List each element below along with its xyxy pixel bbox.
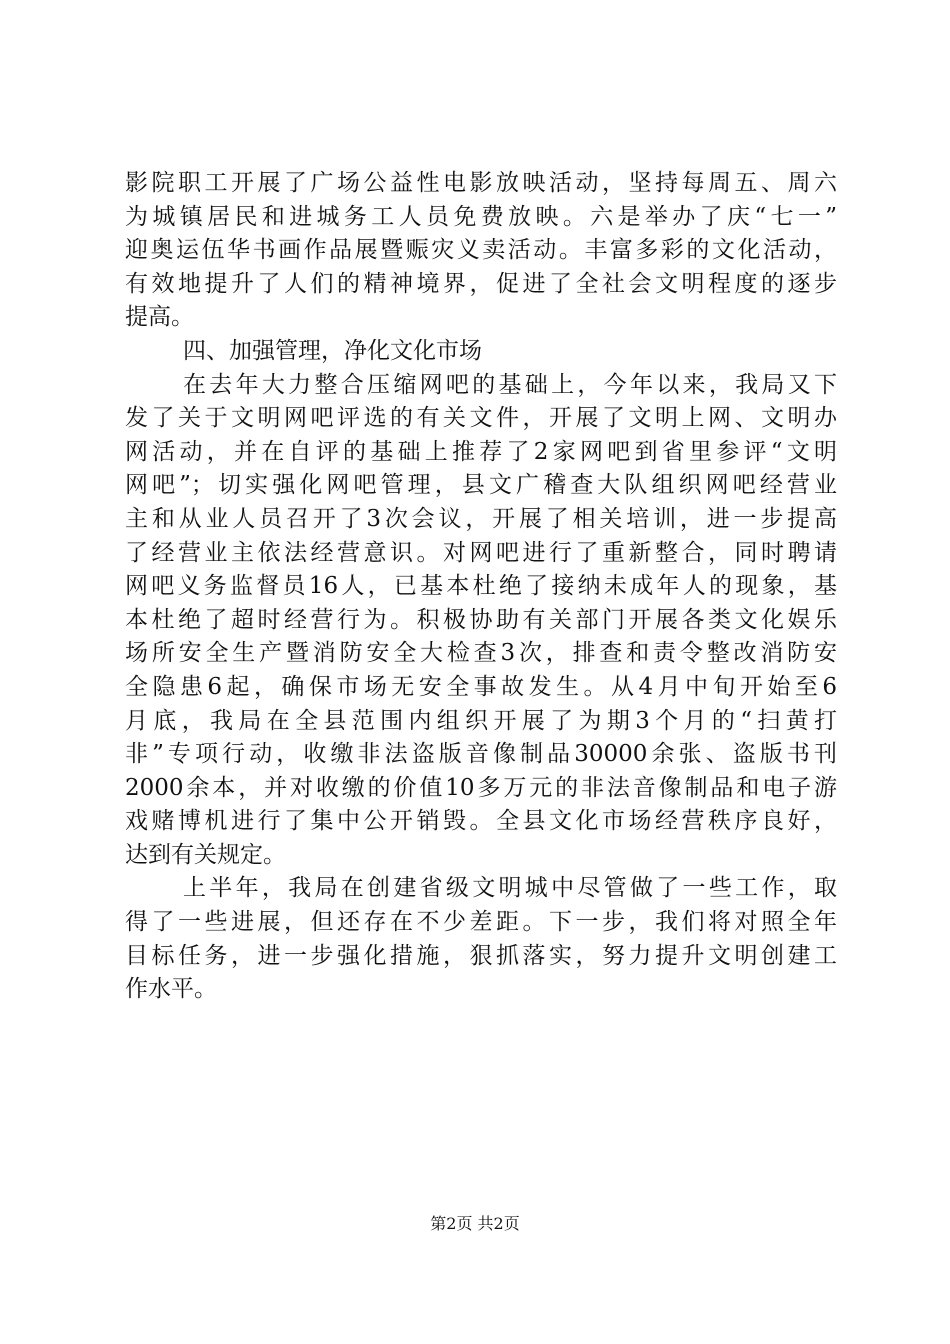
text-line: 有效地提升了人们的精神境界，促进了全社会文明程度的逐步 — [125, 270, 837, 297]
text-line: 网活动，并在自评的基础上推荐了2家网吧到省里参评“文明 — [125, 438, 837, 465]
text-line: 迎奥运伍华书画作品展暨赈灾义卖活动。丰富多彩的文化活动， — [125, 237, 837, 264]
text-line: 在去年大力整合压缩网吧的基础上，今年以来，我局又下 — [183, 371, 837, 398]
text-line: 本杜绝了超时经营行为。积极协助有关部门开展各类文化娱乐 — [125, 606, 837, 633]
paragraph-p4 — [125, 872, 837, 1006]
text-line: 上半年，我局在创建省级文明城中尽管做了一些工作，取 — [183, 875, 837, 902]
text-line: 四、加强管理，净化文化市场 — [183, 337, 482, 364]
text-line: 发了关于文明网吧评选的有关文件，开展了文明上网、文明办 — [125, 405, 837, 432]
text-line: 影院职工开展了广场公益性电影放映活动，坚持每周五、周六 — [125, 170, 837, 196]
document-body — [125, 167, 837, 1007]
text-line: 作水平。 — [125, 976, 217, 1003]
text-line: 场所安全生产暨消防安全大检查3次，排查和责令整改消防安 — [125, 640, 837, 667]
text-line: 非”专项行动，收缴非法盗版音像制品30000余张、盗版书刊 — [125, 741, 837, 768]
text-line: 目标任务，进一步强化措施，狠抓落实，努力提升文明创建工 — [125, 942, 837, 969]
paragraph-p3 — [125, 369, 837, 873]
paragraph-p2 — [125, 335, 837, 369]
text-line: 提高。 — [125, 304, 194, 331]
page-footer: 第2页 共2页 — [430, 1214, 520, 1233]
text-line: 月底，我局在全县范围内组织开展了为期3个月的“扫黄打 — [125, 707, 837, 734]
text-line: 了经营业主依法经营意识。对网吧进行了重新整合，同时聘请 — [125, 539, 837, 566]
text-line: 达到有关规定。 — [125, 841, 286, 868]
text-line: 得了一些进展，但还存在不少差距。下一步，我们将对照全年 — [125, 909, 837, 936]
text-line: 戏赌博机进行了集中公开销毁。全县文化市场经营秩序良好， — [125, 808, 837, 835]
text-line: 为城镇居民和进城务工人员免费放映。六是举办了庆“七一” — [125, 203, 837, 230]
text-line: 2000余本，并对收缴的价值10多万元的非法音像制品和电子游 — [125, 774, 837, 801]
text-line: 全隐患6起，确保市场无安全事故发生。从4月中旬开始至6 — [125, 673, 837, 700]
paragraph-p1 — [125, 167, 837, 335]
text-line: 网吧义务监督员16人，已基本杜绝了接纳未成年人的现象，基 — [125, 573, 837, 600]
text-line: 主和从业人员召开了3次会议，开展了相关培训，进一步提高 — [125, 505, 837, 532]
text-line: 网吧”；切实强化网吧管理，县文广稽查大队组织网吧经营业 — [125, 472, 837, 499]
